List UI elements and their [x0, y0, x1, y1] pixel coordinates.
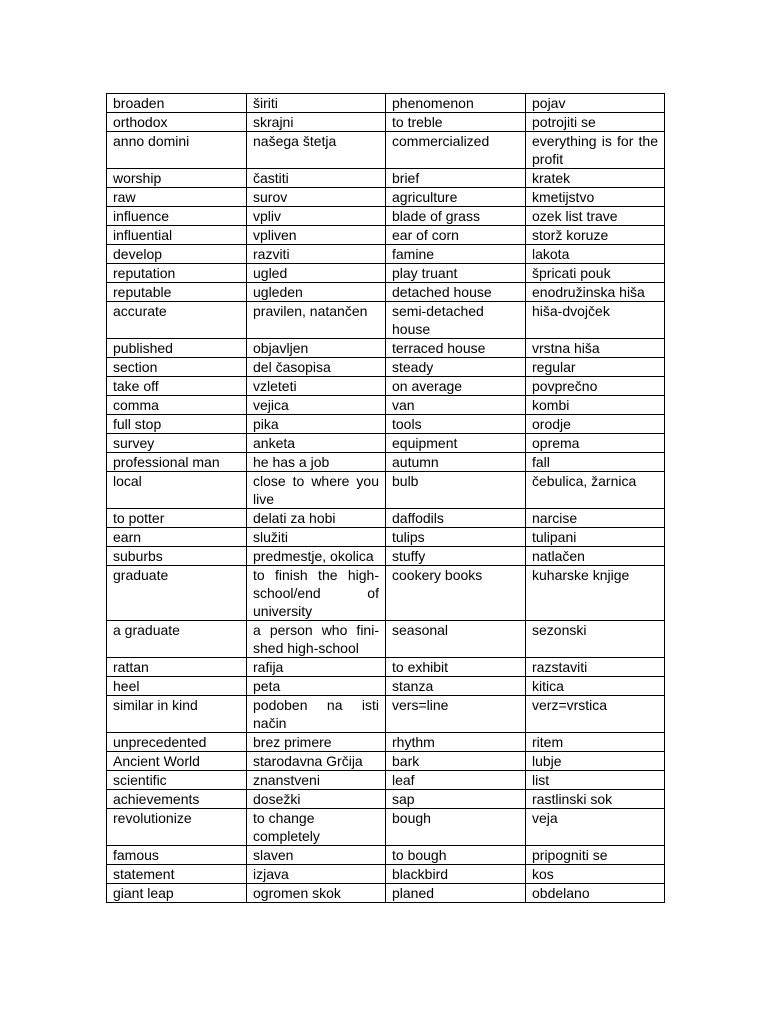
table-cell: stanza	[386, 677, 526, 696]
table-cell: vpliv	[247, 207, 386, 226]
table-cell: leaf	[386, 771, 526, 790]
table-row	[107, 358, 665, 377]
table-cell: he has a job	[247, 453, 386, 472]
table-row	[107, 132, 665, 169]
table-cell: brez primere	[247, 733, 386, 752]
table-cell: a graduate	[107, 621, 247, 658]
table-cell: earn	[107, 528, 247, 547]
table-row	[107, 566, 665, 621]
table-row	[107, 453, 665, 472]
table-cell: orthodox	[107, 113, 247, 132]
table-cell: ogromen skok	[247, 884, 386, 903]
table-cell: našega štetja	[247, 132, 386, 169]
table-cell: kuharske knjige	[526, 566, 665, 621]
table-cell: influential	[107, 226, 247, 245]
table-cell: revolutionize	[107, 809, 247, 846]
table-cell: ear of corn	[386, 226, 526, 245]
table-cell: to change completely	[247, 809, 386, 846]
table-cell: heel	[107, 677, 247, 696]
table-cell: fall	[526, 453, 665, 472]
table-cell: reputable	[107, 283, 247, 302]
table-cell: achievements	[107, 790, 247, 809]
table-cell: reputation	[107, 264, 247, 283]
table-row	[107, 752, 665, 771]
table-row	[107, 226, 665, 245]
table-row	[107, 302, 665, 339]
table-cell: list	[526, 771, 665, 790]
table-cell: vers=line	[386, 696, 526, 733]
table-cell: comma	[107, 396, 247, 415]
table-row	[107, 509, 665, 528]
table-cell: suburbs	[107, 547, 247, 566]
table-cell: close to where you live	[247, 472, 386, 509]
table-cell: agriculture	[386, 188, 526, 207]
table-row	[107, 472, 665, 509]
table-row	[107, 283, 665, 302]
table-cell: stuffy	[386, 547, 526, 566]
table-cell: kos	[526, 865, 665, 884]
table-cell: povprečno	[526, 377, 665, 396]
table-cell: surov	[247, 188, 386, 207]
table-cell: lakota	[526, 245, 665, 264]
table-cell: worship	[107, 169, 247, 188]
table-cell: ugleden	[247, 283, 386, 302]
table-row	[107, 790, 665, 809]
table-cell: raw	[107, 188, 247, 207]
table-cell: veja	[526, 809, 665, 846]
table-cell: famous	[107, 846, 247, 865]
table-cell: kitica	[526, 677, 665, 696]
table-row	[107, 245, 665, 264]
table-cell: steady	[386, 358, 526, 377]
table-cell: objavljen	[247, 339, 386, 358]
table-cell: terraced house	[386, 339, 526, 358]
table-cell: tools	[386, 415, 526, 434]
table-cell: a person who fini-shed high-school	[247, 621, 386, 658]
table-cell: take off	[107, 377, 247, 396]
table-cell: famine	[386, 245, 526, 264]
table-cell: full stop	[107, 415, 247, 434]
table-cell: play truant	[386, 264, 526, 283]
table-cell: skrajni	[247, 113, 386, 132]
table-cell: seasonal	[386, 621, 526, 658]
table-cell: slaven	[247, 846, 386, 865]
table-cell: detached house	[386, 283, 526, 302]
table-cell: to treble	[386, 113, 526, 132]
table-cell: tulipani	[526, 528, 665, 547]
table-cell: brief	[386, 169, 526, 188]
table-cell: accurate	[107, 302, 247, 339]
table-cell: regular	[526, 358, 665, 377]
table-cell: rhythm	[386, 733, 526, 752]
table-cell: unprecedented	[107, 733, 247, 752]
table-cell: professional man	[107, 453, 247, 472]
table-cell: daffodils	[386, 509, 526, 528]
table-cell: špricati pouk	[526, 264, 665, 283]
table-cell: sap	[386, 790, 526, 809]
table-row	[107, 658, 665, 677]
table-cell: Ancient World	[107, 752, 247, 771]
table-cell: pravilen, natančen	[247, 302, 386, 339]
table-cell: planed	[386, 884, 526, 903]
table-cell: enodružinska hiša	[526, 283, 665, 302]
table-row	[107, 396, 665, 415]
table-cell: pojav	[526, 94, 665, 113]
table-cell: broaden	[107, 94, 247, 113]
table-cell: vejica	[247, 396, 386, 415]
table-cell: survey	[107, 434, 247, 453]
table-cell: to bough	[386, 846, 526, 865]
table-cell: verz=vrstica	[526, 696, 665, 733]
table-row	[107, 771, 665, 790]
table-cell: orodje	[526, 415, 665, 434]
table-row	[107, 547, 665, 566]
table-cell: anketa	[247, 434, 386, 453]
table-row	[107, 207, 665, 226]
table-cell: blade of grass	[386, 207, 526, 226]
table-cell: peta	[247, 677, 386, 696]
table-row	[107, 377, 665, 396]
table-cell: podoben na isti način	[247, 696, 386, 733]
table-cell: autumn	[386, 453, 526, 472]
table-cell: razstaviti	[526, 658, 665, 677]
table-cell: kmetijstvo	[526, 188, 665, 207]
table-cell: on average	[386, 377, 526, 396]
table-cell: ugled	[247, 264, 386, 283]
table-cell: similar in kind	[107, 696, 247, 733]
table-cell: starodavna Grčija	[247, 752, 386, 771]
table-cell: scientific	[107, 771, 247, 790]
table-cell: section	[107, 358, 247, 377]
table-cell: semi-detached house	[386, 302, 526, 339]
table-cell: everything is for the profit	[526, 132, 665, 169]
table-cell: kratek	[526, 169, 665, 188]
table-cell: potrojiti se	[526, 113, 665, 132]
table-cell: služiti	[247, 528, 386, 547]
table-cell: natlačen	[526, 547, 665, 566]
table-row	[107, 884, 665, 903]
table-cell: razviti	[247, 245, 386, 264]
table-cell: storž koruze	[526, 226, 665, 245]
table-row	[107, 846, 665, 865]
table-cell: bulb	[386, 472, 526, 509]
table-cell: rattan	[107, 658, 247, 677]
table-row	[107, 621, 665, 658]
table-cell: kombi	[526, 396, 665, 415]
table-cell: delati za hobi	[247, 509, 386, 528]
table-row	[107, 733, 665, 752]
table-row	[107, 809, 665, 846]
table-cell: ozek list trave	[526, 207, 665, 226]
table-cell: to exhibit	[386, 658, 526, 677]
table-row	[107, 434, 665, 453]
table-cell: oprema	[526, 434, 665, 453]
table-cell: del časopisa	[247, 358, 386, 377]
table-row	[107, 188, 665, 207]
table-cell: vpliven	[247, 226, 386, 245]
table-cell: commercialized	[386, 132, 526, 169]
table-cell: sezonski	[526, 621, 665, 658]
table-cell: graduate	[107, 566, 247, 621]
table-cell: narcise	[526, 509, 665, 528]
table-cell: ritem	[526, 733, 665, 752]
table-cell: van	[386, 396, 526, 415]
table-cell: vzleteti	[247, 377, 386, 396]
table-row	[107, 113, 665, 132]
table-cell: pika	[247, 415, 386, 434]
table-cell: phenomenon	[386, 94, 526, 113]
table-cell: equipment	[386, 434, 526, 453]
table-cell: dosežki	[247, 790, 386, 809]
table-cell: local	[107, 472, 247, 509]
table-cell: znanstveni	[247, 771, 386, 790]
table-row	[107, 94, 665, 113]
table-row	[107, 528, 665, 547]
table-cell: predmestje, okolica	[247, 547, 386, 566]
table-cell: obdelano	[526, 884, 665, 903]
table-cell: čebulica, žarnica	[526, 472, 665, 509]
table-row	[107, 865, 665, 884]
table-row	[107, 339, 665, 358]
table-cell: influence	[107, 207, 247, 226]
table-cell: širiti	[247, 94, 386, 113]
table-cell: rafija	[247, 658, 386, 677]
table-cell: vrstna hiša	[526, 339, 665, 358]
vocabulary-table	[106, 93, 665, 903]
table-cell: published	[107, 339, 247, 358]
table-cell: giant leap	[107, 884, 247, 903]
table-row	[107, 696, 665, 733]
table-row	[107, 169, 665, 188]
table-cell: častiti	[247, 169, 386, 188]
table-row	[107, 677, 665, 696]
table-row	[107, 415, 665, 434]
table-cell: tulips	[386, 528, 526, 547]
table-cell: to finish the high-school/end of university	[247, 566, 386, 621]
table-cell: bough	[386, 809, 526, 846]
table-cell: hiša-dvojček	[526, 302, 665, 339]
vocabulary-table-body	[107, 94, 665, 903]
table-row	[107, 264, 665, 283]
table-cell: lubje	[526, 752, 665, 771]
table-cell: cookery books	[386, 566, 526, 621]
table-cell: rastlinski sok	[526, 790, 665, 809]
table-cell: anno domini	[107, 132, 247, 169]
table-cell: develop	[107, 245, 247, 264]
table-cell: to potter	[107, 509, 247, 528]
table-cell: blackbird	[386, 865, 526, 884]
table-cell: pripogniti se	[526, 846, 665, 865]
table-cell: bark	[386, 752, 526, 771]
table-cell: izjava	[247, 865, 386, 884]
table-cell: statement	[107, 865, 247, 884]
